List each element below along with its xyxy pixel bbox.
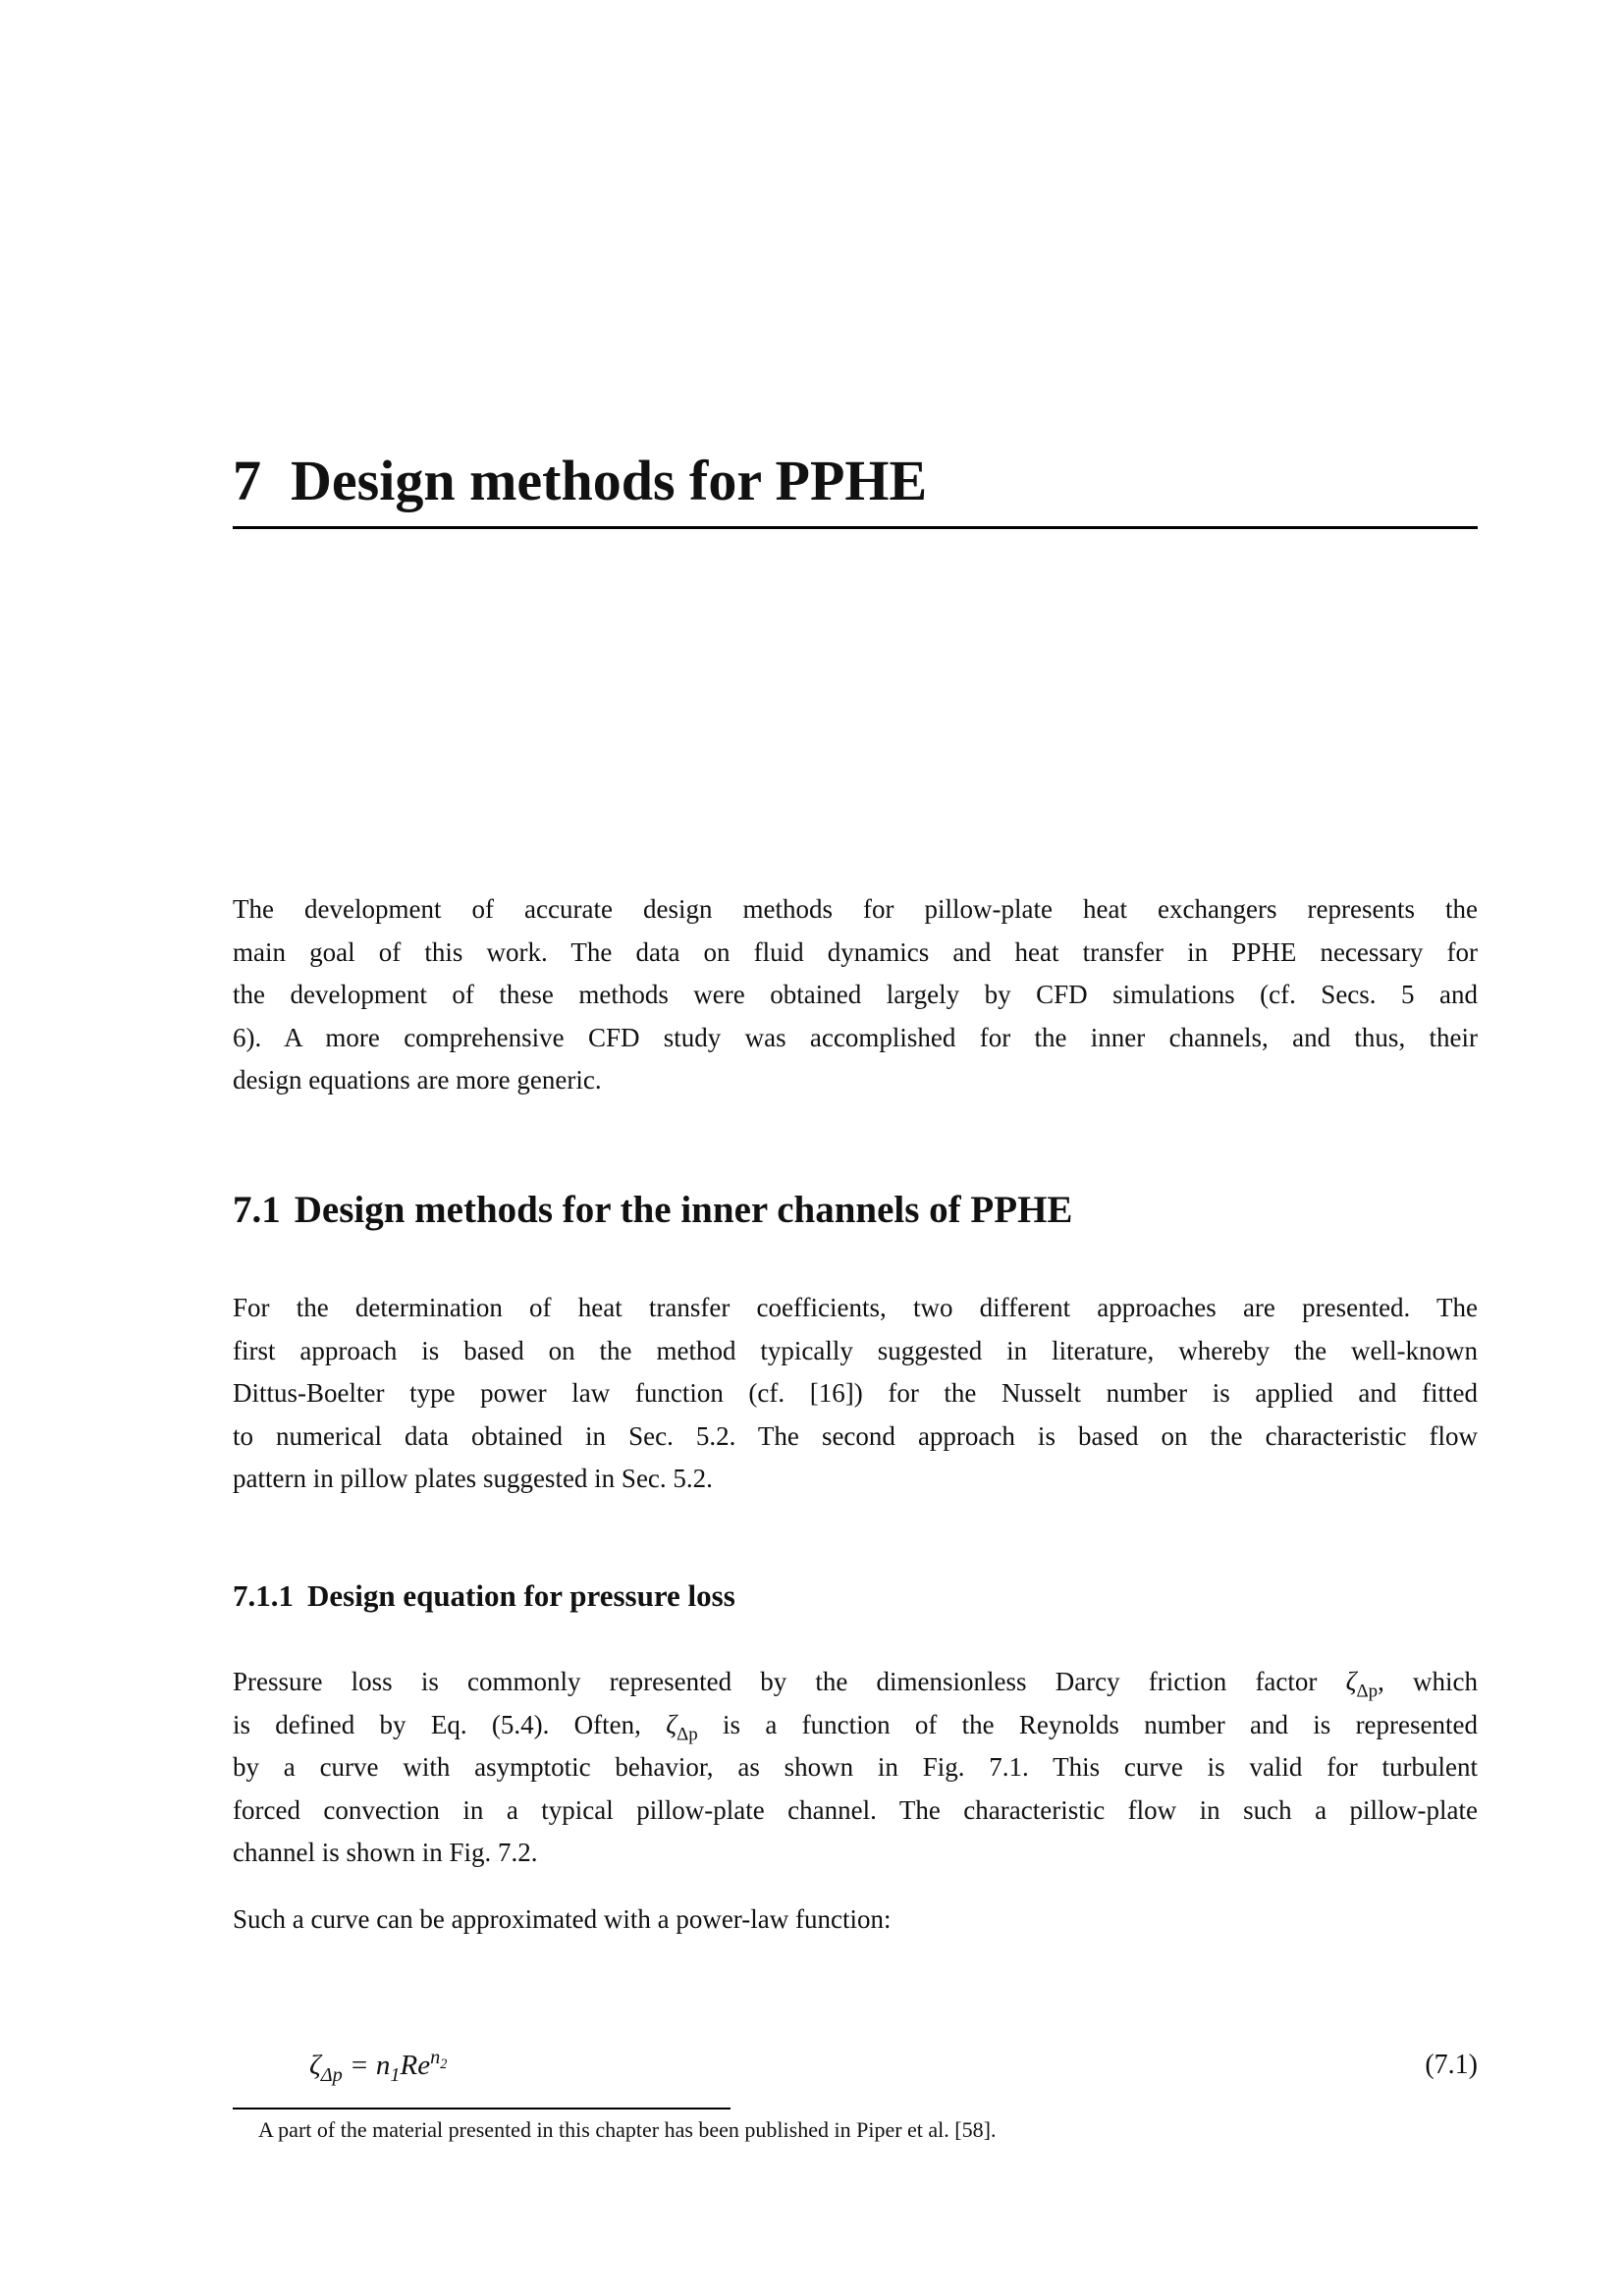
intro-paragraph [233,888,1478,1102]
text: , which [1378,1667,1478,1696]
subscript: Δp [320,2063,343,2086]
section-title: Design methods for the inner channels of PPHE [294,1189,1073,1231]
text-line: main goal of this work. The data on fluid dynamics and heat transfer in PPHE necessary for [233,936,1478,967]
text-line: For the determination of heat transfer coefficients, two different approaches are presented. The [233,1293,1478,1322]
section-paragraph [233,1287,1478,1501]
text-line: The development of accurate design methods for pillow-plate heat exchangers represents the [233,894,1478,924]
subscript: Δp [1356,1681,1379,1702]
equation [309,2044,447,2087]
text-line [233,1704,1478,1747]
text-line: by a curve with asymptotic behavior, as shown in Fig. 7.1. This curve is valid for turbulent [233,1752,1478,1783]
subsection-title: Design equation for pressure loss [307,1578,735,1613]
text-line: pattern in pillow plates suggested in Sec. 5.2. [233,1464,713,1494]
subsection-paragraph-2 [233,1898,1478,1942]
text: is a function of the Reynolds number and is represented [697,1709,1478,1739]
footnote: A part of the material presented in this chapter has been published in Piper et al. [58]. [258,2117,997,2142]
subscript: Δp [677,1723,698,1744]
text-line: 6). A more comprehensive CFD study was accomplished for the inner channels, and thus, their [233,1022,1478,1052]
zeta-symbol: ζ [1345,1667,1357,1696]
text-line: first approach is based on the method typically suggested in literature, whereby the well-known [233,1335,1478,1365]
eq-text: Re [400,2050,431,2081]
text-line: Dittus-Boelter type power law function (cf. [16]) for the Nusselt number is applied and fitted [233,1378,1478,1409]
text-line: the development of these methods were obtained largely by CFD simulations (cf. Secs. 5 and [233,980,1478,1010]
text-line: design equations are more generic. [233,1065,602,1095]
text: is defined by Eq. (5.4). Often, [233,1709,667,1739]
equation-number: (7.1) [1425,2050,1478,2080]
subsection-heading [233,1576,1478,1616]
text-line [233,1661,1478,1704]
chapter-rule [233,526,1478,529]
chapter-title [233,447,1478,515]
eq-text: = n [342,2050,391,2081]
text-line: forced convection in a typical pillow-plate channel. The characteristic flow in such a pillow-plate [233,1794,1478,1825]
text-line: to numerical data obtained in Sec. 5.2. The second approach is based on the characteristic flow [233,1420,1478,1451]
subsection-paragraph [233,1661,1478,1875]
text: Pressure loss is commonly represented by the dimensionless Darcy friction factor [233,1667,1346,1696]
zeta-symbol: ζ [309,2050,321,2081]
section-number: 7.1 [233,1189,281,1231]
subscript: 2 [440,2056,448,2073]
subscript: 1 [390,2063,401,2086]
exponent: n [430,2047,441,2069]
zeta-symbol: ζ [666,1709,677,1739]
text-line: channel is shown in Fig. 7.2. [233,1838,538,1868]
chapter-number: 7 [233,449,261,512]
chapter-title-text: Design methods for PPHE [291,449,928,512]
subsection-number: 7.1.1 [233,1578,294,1613]
text-line: Such a curve can be approximated with a power-law function: [233,1904,892,1934]
footnote-rule [233,2108,731,2109]
section-heading [233,1186,1478,1235]
